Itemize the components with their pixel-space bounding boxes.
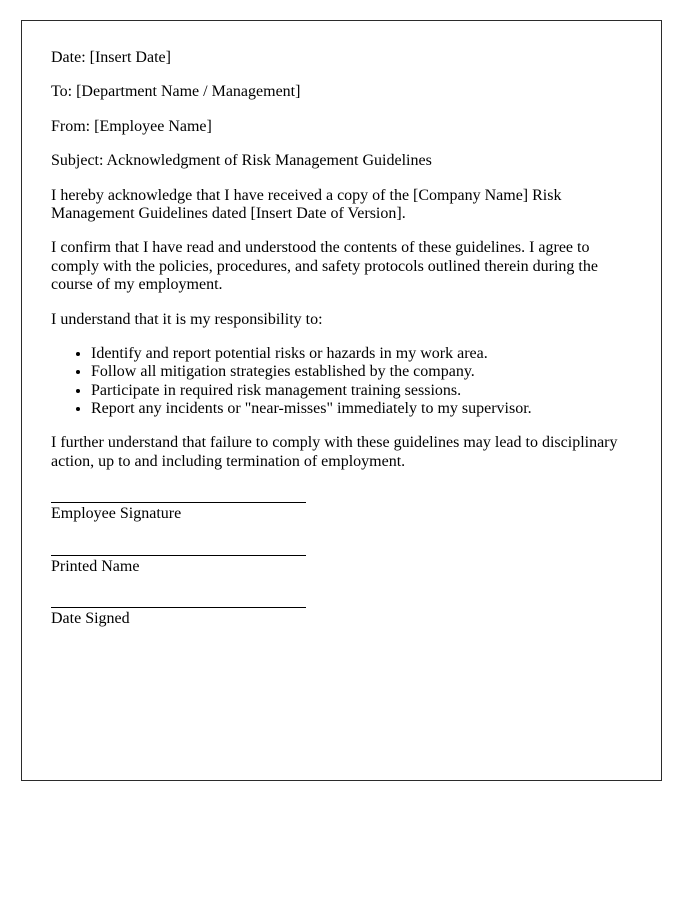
signature-block-employee-signature xyxy=(51,502,633,523)
paragraph-compliance-warning: I further understand that failure to comply with these guidelines may lead to disciplinary action, up to and including termination of employment. xyxy=(51,434,618,470)
date-line: Date: [Insert Date] xyxy=(51,49,171,66)
employee-signature-label: Employee Signature xyxy=(51,505,182,523)
signature-block-printed-name xyxy=(51,555,633,576)
paragraph-responsibility-intro: I understand that it is my responsibility to: xyxy=(51,310,323,328)
list-item: • Report any incidents or "near-misses" immediately to my supervisor. xyxy=(91,400,633,418)
list-item: • Participate in required risk management training sessions. xyxy=(91,382,633,400)
signature-block-date-signed xyxy=(51,607,633,628)
printed-name-label: Printed Name xyxy=(51,557,140,575)
date-signed-line xyxy=(51,607,306,608)
employee-signature-line xyxy=(51,502,306,503)
list-item: • Follow all mitigation strategies established by the company. xyxy=(91,363,633,381)
from-line: From: [Employee Name] xyxy=(51,117,212,135)
to-line: To: [Department Name / Management] xyxy=(51,83,301,101)
list-item: • Identify and report potential risks or hazards in my work area. xyxy=(91,345,633,363)
printed-name-line xyxy=(51,555,306,556)
responsibilities-list xyxy=(51,345,633,419)
paragraph-acknowledgment: I hereby acknowledge that I have received a copy of the [Company Name] Risk Management Guidelines dated [Insert Date of Version]. xyxy=(51,186,562,222)
paragraph-confirmation: I confirm that I have read and understood the contents of these guidelines. I agree to comply with the policies, procedures, and safety protocols outlined therein during the course of my employment. xyxy=(51,239,598,294)
subject-line: Subject: Acknowledgment of Risk Management Guidelines xyxy=(51,152,432,170)
date-signed-label: Date Signed xyxy=(51,610,130,628)
letter-document xyxy=(21,20,662,781)
